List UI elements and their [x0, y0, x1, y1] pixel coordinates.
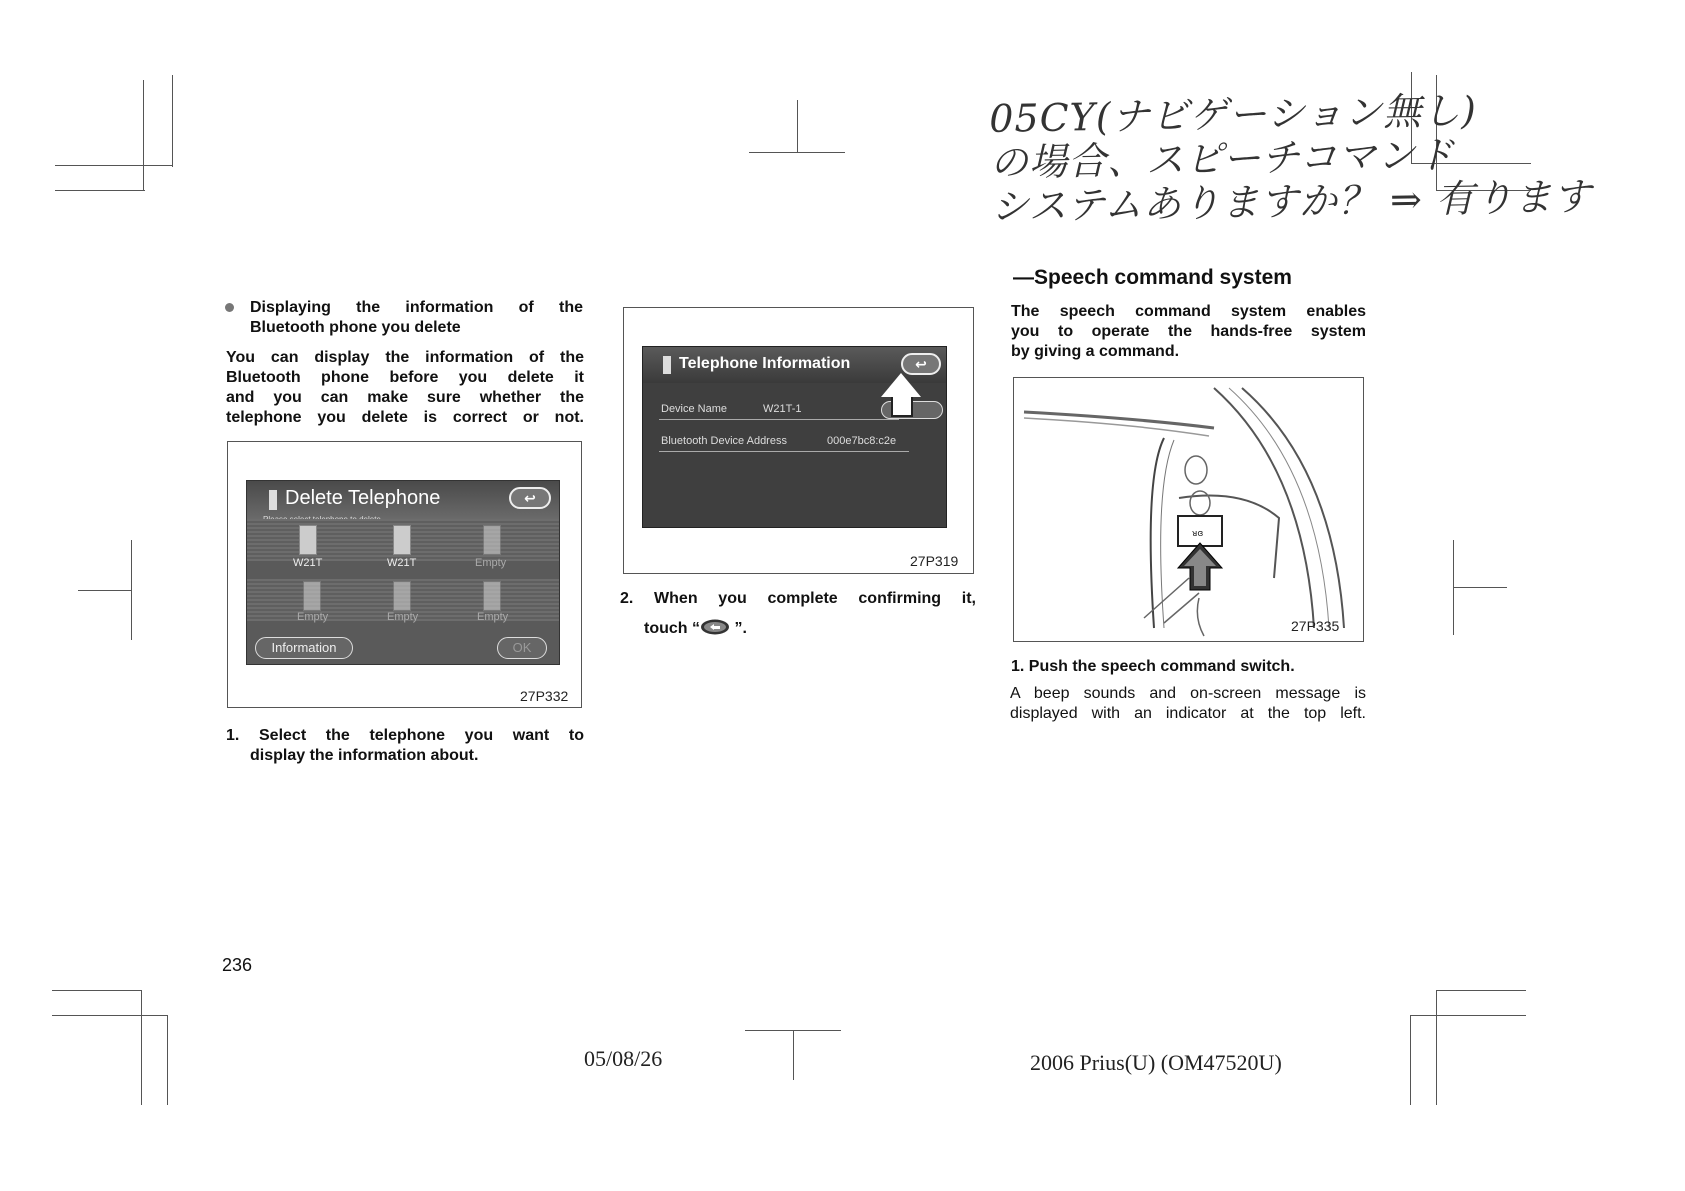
step-touch: touch “: [644, 620, 700, 637]
pointer-arrow-icon: [881, 373, 921, 397]
right-description: [1010, 684, 1366, 724]
step-line: 2. When you complete confirming it,: [620, 590, 976, 607]
ok-button[interactable]: OK: [497, 637, 547, 659]
phone-label: Empty: [387, 611, 419, 623]
step-line: 1. Select the telephone you want to: [226, 727, 584, 744]
return-arrow-icon[interactable]: ↩: [509, 487, 551, 509]
address-label: Bluetooth Device Address: [661, 435, 787, 447]
left-step-1: [226, 726, 584, 766]
right-intro-line: by giving a command.: [1011, 343, 1180, 360]
middle-step-2: [620, 589, 976, 639]
information-button[interactable]: Information: [255, 637, 353, 659]
delete-telephone-screen: [246, 480, 560, 665]
return-arrow-icon[interactable]: ↩: [901, 353, 941, 375]
phone-label: Empty: [477, 611, 509, 623]
phone-label: Empty: [297, 611, 329, 623]
phone-label: W21T: [293, 557, 323, 569]
device-name-label: Device Name: [661, 403, 728, 415]
address-value: 000e7bc8:c2e: [827, 435, 897, 447]
figure-code: 27P319: [910, 553, 959, 569]
right-intro-line: The speech command system enables: [1011, 303, 1366, 320]
left-intro-paragraph: [226, 348, 584, 428]
footer-date: 05/08/26: [584, 1046, 663, 1071]
section-heading: —Speech command system: [1013, 266, 1292, 289]
steering-wheel-figure: [1013, 377, 1364, 642]
phone-label: Empty: [475, 557, 507, 569]
pointer-arrow-stem: [891, 397, 913, 417]
bullet-icon: [225, 303, 234, 312]
bullet-heading: [228, 298, 583, 338]
figure-code: 27P335: [1291, 618, 1340, 634]
handwritten-line-2: の場合、スピーチコマンド: [989, 132, 1456, 185]
description-line: A beep sounds and on-screen message is: [1010, 685, 1366, 702]
description-line: displayed with an indicator at the top left.: [1010, 705, 1366, 722]
left-intro-line: telephone you delete is correct or not.: [226, 409, 584, 426]
right-intro-line: you to operate the hands-free system: [1011, 323, 1366, 340]
figure-code: 27P332: [520, 688, 569, 704]
page-number: 236: [222, 955, 253, 975]
bullet-heading-line-2: Bluetooth phone you delete: [250, 319, 461, 336]
telephone-icon: [269, 490, 277, 510]
right-step-1: 1. Push the speech command switch.: [1011, 658, 1295, 675]
svg-text:ᴚɞ: ᴚɞ: [1192, 529, 1204, 539]
phone-icon[interactable]: [483, 581, 501, 611]
step-end: ”.: [730, 620, 747, 637]
phone-icon[interactable]: [393, 525, 411, 555]
step-line: display the information about.: [250, 747, 479, 764]
footer-manual: 2006 Prius(U) (OM47520U): [1030, 1050, 1282, 1075]
device-name-value: W21T-1: [763, 403, 802, 415]
handwritten-note: [988, 87, 1593, 229]
handwritten-line-1: 05CY(ナビゲーション無し): [988, 88, 1478, 141]
left-intro-line: You can display the information of the: [226, 349, 584, 366]
phone-label: W21T: [387, 557, 417, 569]
step-line: [620, 619, 976, 639]
left-intro-line: Bluetooth phone before you delete it: [226, 369, 584, 386]
left-intro-line: and you can make sure whether the: [226, 389, 584, 406]
screen-title: Delete Telephone: [285, 487, 441, 509]
right-intro-paragraph: [1011, 302, 1366, 362]
phone-icon[interactable]: [483, 525, 501, 555]
telephone-icon: [663, 356, 671, 374]
phone-icon[interactable]: [299, 525, 317, 555]
screen-title: Telephone Information: [679, 355, 851, 372]
bullet-heading-line-1: Displaying the information of the: [250, 299, 583, 316]
handwritten-line-3: システムありますか？ ⇒ 有ります: [990, 174, 1593, 229]
telephone-information-screen: [642, 346, 947, 528]
phone-icon[interactable]: [393, 581, 411, 611]
phone-icon[interactable]: [303, 581, 321, 611]
steering-wheel-illustration: [1014, 378, 1363, 641]
return-arrow-icon: [700, 619, 730, 635]
